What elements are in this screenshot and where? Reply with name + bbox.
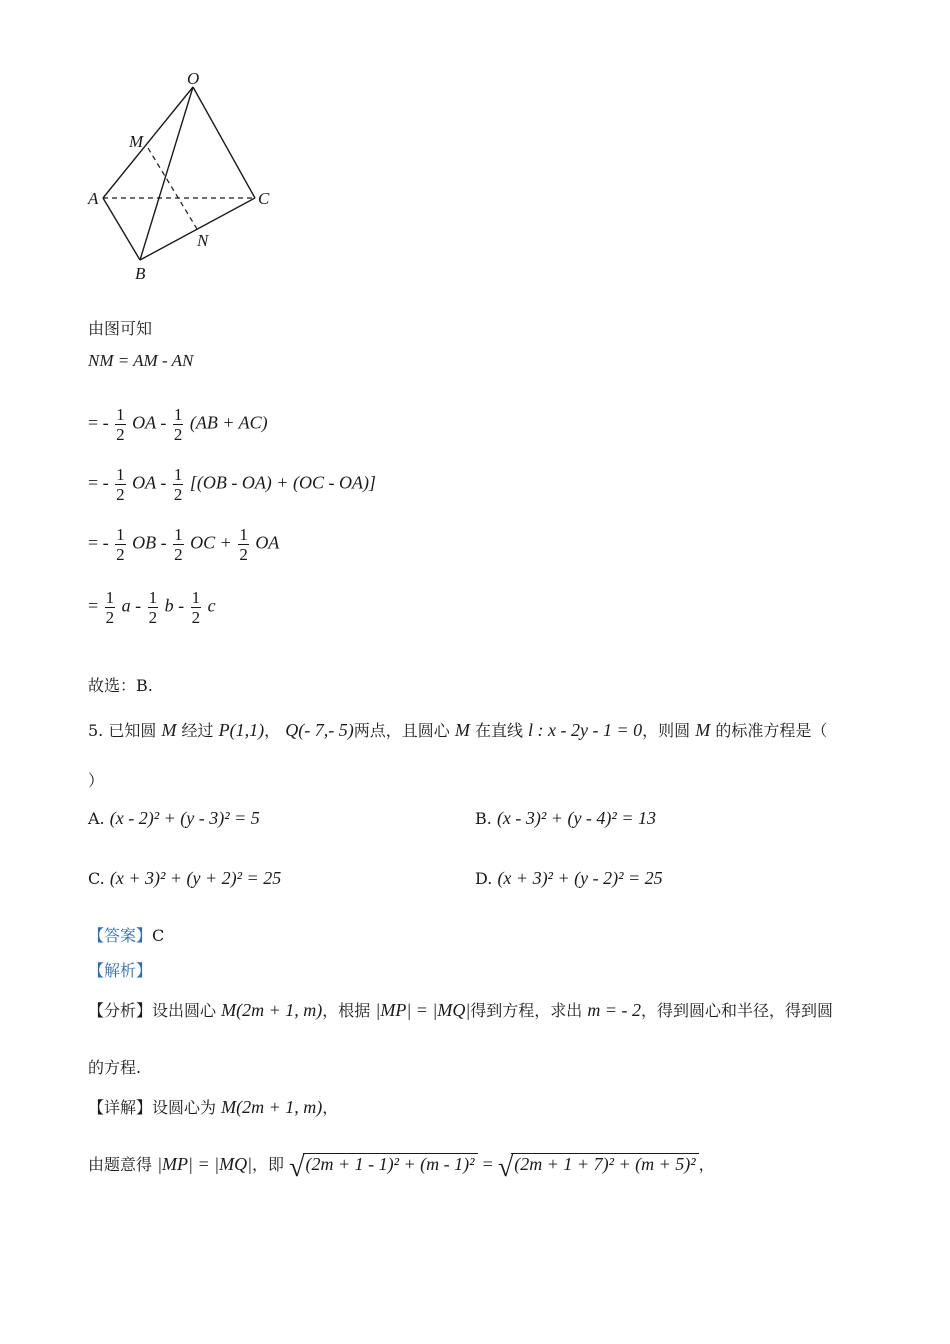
point-label-A: A xyxy=(88,189,99,208)
edge-OC xyxy=(193,87,255,198)
fraction: $\frac{1}{2}$ xyxy=(116,405,125,444)
answer-value: C xyxy=(152,926,165,945)
option-label: D. xyxy=(475,869,493,888)
sqrt-icon: √ xyxy=(289,1152,305,1183)
fraction: $\frac{1}{2}$ xyxy=(148,588,158,627)
derivation-conclusion: 故选：B. xyxy=(88,676,153,695)
option-expr: (x - 2)² + (y - 3)² = 5 xyxy=(109,808,260,828)
xiangjie-line: 【详解】设圆心为 M(2m + 1, m)， xyxy=(88,1097,339,1117)
segment-MN-hidden xyxy=(148,148,197,229)
sqrt-left: √(2m + 1 - 1)² + (m - 1)² xyxy=(289,1154,477,1174)
derivation-line3 xyxy=(88,525,279,564)
xiangjie-equation: 由题意得 |MP| = |MQ|，即 √(2m + 1 - 1)² + (m - 1)² = √(2m + 1 + 7)² + (m + 5)² ， xyxy=(88,1152,715,1183)
term: OA - xyxy=(132,412,167,433)
derivation-line2 xyxy=(88,465,376,504)
fraction: $\frac{1}{2}$ xyxy=(191,588,201,627)
fraction: $\frac{1}{2}$ xyxy=(116,465,125,504)
term: OC + xyxy=(190,532,232,553)
question-5-stem: 5. 已知圆 M 经过 P(1,1)， Q(- 7,- 5)两点，且圆心 M 在直线 l : x - 2y - 1 = 0，则圆 M 的标准方程是（ xyxy=(88,720,828,740)
eq-sign: = - xyxy=(88,472,109,493)
point-label-N: N xyxy=(197,231,209,250)
derivation-line1 xyxy=(88,405,268,444)
fraction: $\frac{1}{2}$ xyxy=(105,588,115,627)
derivation-line0: NM = AM - AN xyxy=(88,351,194,370)
eq-sign: = - xyxy=(88,532,109,553)
option-label: B. xyxy=(475,809,492,828)
fraction: $\frac{1}{2}$ xyxy=(239,525,248,564)
option-label: C. xyxy=(88,869,105,888)
option-label: A. xyxy=(88,809,105,828)
edge-OB xyxy=(140,87,193,260)
sqrt-right: √(2m + 1 + 7)² + (m + 5)² xyxy=(498,1154,699,1174)
term: [(OB - OA) + (OC - OA)] xyxy=(189,472,376,493)
term: OA - xyxy=(132,472,167,493)
sqrt-icon: √ xyxy=(497,1152,514,1183)
term: OB - xyxy=(132,532,167,553)
tetrahedron-figure xyxy=(80,70,290,285)
term: a - xyxy=(121,595,142,616)
derivation-line4 xyxy=(88,588,216,627)
eq-sign: = - xyxy=(88,412,109,433)
point-label-O: O xyxy=(187,70,200,88)
option-expr: (x - 3)² + (y - 4)² = 13 xyxy=(496,808,656,828)
term: b - xyxy=(164,595,185,616)
option-D xyxy=(475,868,663,889)
option-A xyxy=(88,808,260,829)
point-label-M: M xyxy=(129,132,144,151)
option-expr: (x + 3)² + (y + 2)² = 25 xyxy=(109,868,282,888)
term: c xyxy=(207,595,216,616)
xiangjie-tag: 【详解】 xyxy=(88,1098,153,1117)
fraction: $\frac{1}{2}$ xyxy=(174,525,183,564)
fraction: $\frac{1}{2}$ xyxy=(173,465,183,504)
answer-line xyxy=(88,923,164,946)
fenxi-line-2: 的方程. xyxy=(88,1058,142,1077)
question-number: 5. 已知圆 xyxy=(88,721,157,740)
edge-AB xyxy=(103,198,140,260)
analysis-tag: 【解析】 xyxy=(88,961,153,980)
option-expr: (x + 3)² + (y - 2)² = 25 xyxy=(497,868,663,888)
point-label-C: C xyxy=(258,189,270,208)
fenxi-tag: 【分析】 xyxy=(88,1001,153,1020)
fraction: $\frac{1}{2}$ xyxy=(116,525,125,564)
option-C xyxy=(88,868,281,889)
term: (AB + AC) xyxy=(189,412,268,433)
fenxi-line: 【分析】设出圆心 M(2m + 1, m)，根据 |MP| = |MQ|得到方程，求出 m = - 2，得到圆心和半径，得到圆 xyxy=(88,1000,834,1020)
option-B xyxy=(475,808,656,829)
eq-sign: = xyxy=(88,595,99,616)
answer-tag: 【答案】 xyxy=(88,926,153,945)
term: OA xyxy=(255,532,280,553)
fraction: $\frac{1}{2}$ xyxy=(173,405,183,444)
question-5-close: ） xyxy=(88,771,105,790)
edge-BC xyxy=(140,198,255,260)
derivation-intro: 由图可知 xyxy=(88,319,153,338)
edge-OA xyxy=(103,87,193,198)
point-label-B: B xyxy=(135,264,146,283)
